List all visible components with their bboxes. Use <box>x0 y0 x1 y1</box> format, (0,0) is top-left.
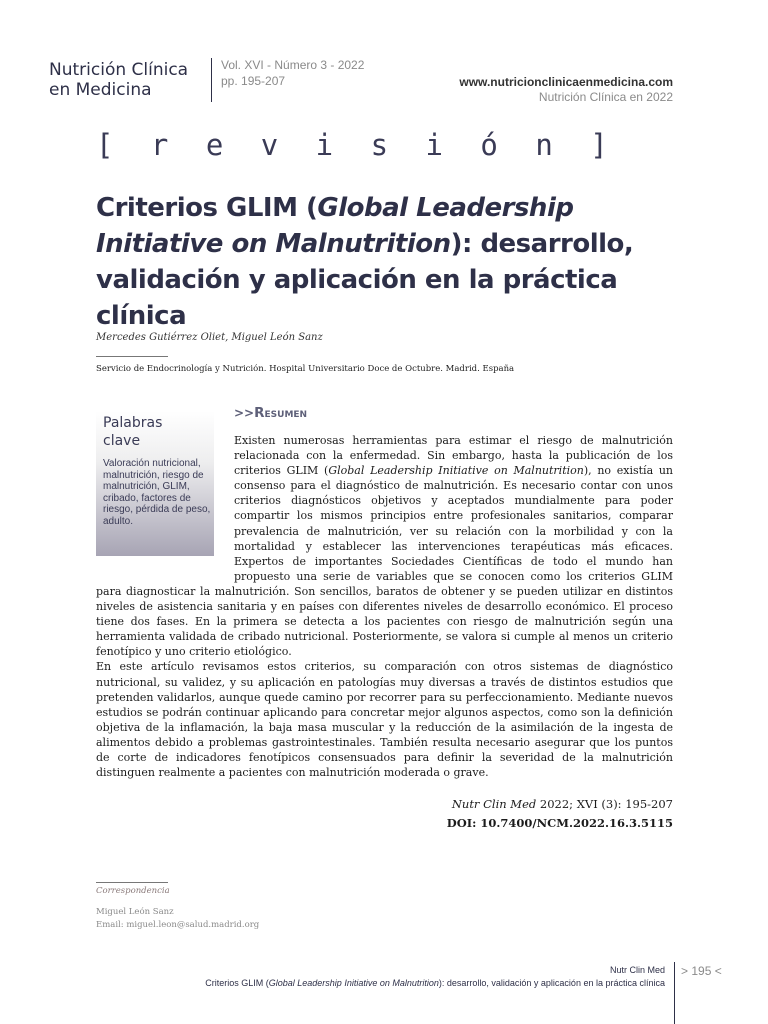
correspondence-rule <box>96 882 168 883</box>
website-link[interactable]: www.nutricionclinicaenmedicina.com <box>459 75 673 89</box>
footer-title-suffix: ): desarrollo, validación y aplicación en la práctica clínica <box>438 978 665 988</box>
title-part2: ): desarrollo, validación y aplicación en la práctica clínica <box>96 229 634 331</box>
footer-divider <box>674 962 675 1024</box>
abstract-heading-text: Resumen <box>254 405 308 421</box>
abstract-heading <box>234 405 307 421</box>
footer-title <box>205 977 665 990</box>
abstract-heading-prefix: >> <box>234 406 255 420</box>
keywords-list: Valoración nutricional, malnutrición, riesgo de malnutrición, GLIM, cribado, factores de riesgo, pérdida de peso, adulto. <box>103 458 211 527</box>
abstract-p1a: Existen numerosas herramientas para estimar el riesgo de malnutrición relacionada con la enfermedad. Sin embargo, hasta la publicación de los criterios GLIM ( <box>234 434 673 478</box>
website-year: Nutrición Clínica en 2022 <box>538 90 673 104</box>
correspondence-name: Miguel León Sanz <box>96 907 174 917</box>
citation-ref <box>447 795 673 814</box>
keywords-title-text: Palabras clave <box>103 415 163 449</box>
keywords-spacer <box>96 433 234 578</box>
correspondence-label: Correspondencia <box>96 886 170 896</box>
issue-info <box>221 57 364 89</box>
authors: Mercedes Gutiérrez Oliet, Miguel León Sanz <box>96 332 323 343</box>
footer-title-italic: Global Leadership Initiative on Malnutrition <box>268 978 439 988</box>
section-label: [ r e v i s i ó n ] <box>96 128 618 162</box>
page-number: > 195 < <box>681 964 722 978</box>
website-info <box>459 75 673 105</box>
abstract-p1-italic: Global Leadership Initiative on Malnutrition <box>328 464 584 478</box>
journal-name-line2: en Medicina <box>49 80 152 100</box>
journal-name <box>49 60 188 100</box>
footer-journal: Nutr Clin Med <box>609 965 665 975</box>
citation-doi[interactable]: DOI: 10.7400/NCM.2022.16.3.5115 <box>446 816 673 830</box>
citation-volume: 2022; XVI (3): 195-207 <box>536 797 673 811</box>
header-divider <box>211 58 212 102</box>
abstract-paragraph-2: En este artículo revisamos estos criterios, su comparación con otros sistemas de diagnóstico nutricional, su validez, y su aplicación en patologías muy diversas a través de distintos estudios que pretenden validarlos, aunque quede camino por recorrer para su perfeccionamiento. Mediante nuevos estudios se podrán continuar aplicando para concretar mejor algunos aspectos, como son la definición objetiva de la inflamación, la baja masa muscular y la reducción de la asimilación de la ingesta de alimentos debido a problemas gastrointestinales. También resulta necesario asegurar que los puntos de corte de indicadores fenotípicos consensuados para definir la severidad de la malnutrición distinguen realmente a pacientes con malnutrición moderada o grave. <box>96 660 673 780</box>
journal-name-line1: Nutrición Clínica <box>49 60 189 80</box>
article-title <box>96 190 656 334</box>
author-rule <box>96 356 168 357</box>
running-footer <box>205 964 665 990</box>
title-italic: Global Leadership Initiative on Malnutrition <box>96 193 574 259</box>
footer-title-prefix: Criterios GLIM ( <box>205 978 269 988</box>
citation <box>447 795 673 833</box>
citation-journal: Nutr Clin Med <box>451 797 537 811</box>
abstract-p1b: ), no existía un consenso para el diagnóstico de malnutrición. Es necesario contar con unos criterios diagnósticos objetivos y aceptados mundialmente para poder compartir los mismos principios entre profesionales sanitarios, comparar prevalencia de malnutrición, ver su relación con la morbilidad y con la mortalidad y establecer las intervenciones terapéuticas más eficaces. Expertos de importantes Sociedades Científicas de todo el mundo han propuesto una serie de variables que se conocen como los criterios GLIM para diagnosticar la malnutrición. Son sencillos, baratos de obtener y se pueden utilizar en distintos niveles de asistencia sanitaria y en países con diferentes niveles de desarrollo económico. El proceso tiene dos fases. En la primera se detecta a los pacientes con riesgo de malnutrición según una herramienta validada de cribado nutricional. Posteriormente, se valora si cumple al menos un criterio fenotípico y uno criterio etiológico. <box>96 464 674 659</box>
title-part1: Criterios GLIM ( <box>96 193 318 223</box>
issue-volume: Vol. XVI - Número 3 - 2022 <box>221 58 365 72</box>
correspondence-email[interactable]: Email: miguel.leon@salud.madrid.org <box>96 919 260 930</box>
affiliation: Servicio de Endocrinología y Nutrición. Hospital Universitario Doce de Octubre. Madrid. España <box>96 364 515 374</box>
issue-pages: pp. 195-207 <box>221 74 286 88</box>
correspondence-info <box>96 906 259 931</box>
abstract-body <box>96 433 673 780</box>
